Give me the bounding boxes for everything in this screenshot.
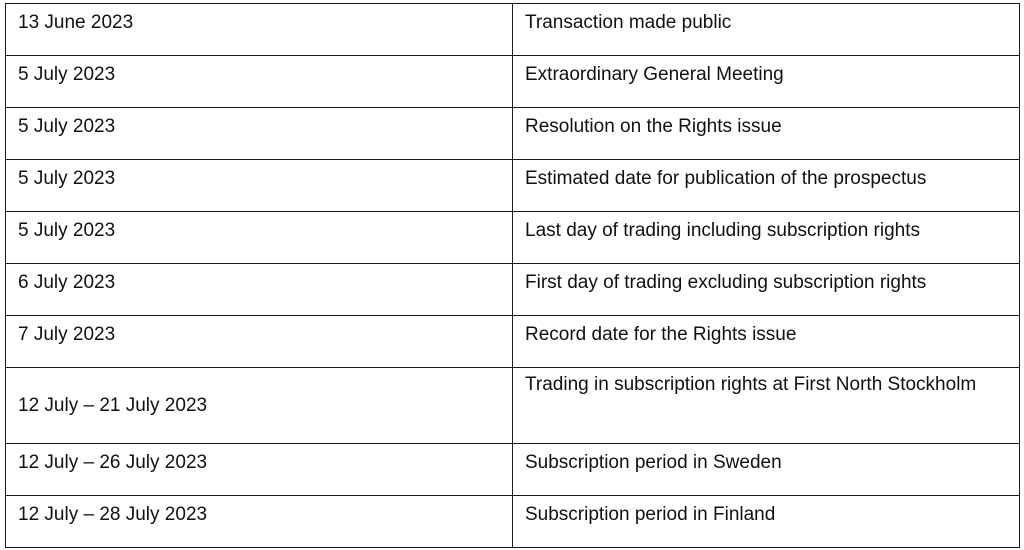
date-cell: 13 June 2023: [6, 4, 513, 56]
table-row: [6, 108, 1020, 160]
event-cell: First day of trading excluding subscription rights: [513, 264, 1020, 316]
table-row: [6, 160, 1020, 212]
date-cell: 12 July – 26 July 2023: [6, 444, 513, 496]
timetable: [5, 3, 1020, 548]
table-row: [6, 4, 1020, 56]
date-cell: 6 July 2023: [6, 264, 513, 316]
event-cell: Estimated date for publication of the prospectus: [513, 160, 1020, 212]
table-row: [6, 264, 1020, 316]
table-row: [6, 56, 1020, 108]
table-row: [6, 368, 1020, 444]
table-row: [6, 496, 1020, 548]
table-row: [6, 444, 1020, 496]
event-cell: Resolution on the Rights issue: [513, 108, 1020, 160]
event-cell: Trading in subscription rights at First North Stockholm: [513, 368, 1020, 444]
date-cell: 5 July 2023: [6, 160, 513, 212]
event-cell: Extraordinary General Meeting: [513, 56, 1020, 108]
event-cell: Last day of trading including subscription rights: [513, 212, 1020, 264]
date-cell: 5 July 2023: [6, 56, 513, 108]
date-cell: 5 July 2023: [6, 212, 513, 264]
event-cell: Transaction made public: [513, 4, 1020, 56]
date-cell: 7 July 2023: [6, 316, 513, 368]
table-row: [6, 212, 1020, 264]
event-cell: Record date for the Rights issue: [513, 316, 1020, 368]
event-cell: Subscription period in Sweden: [513, 444, 1020, 496]
date-cell: 12 July – 21 July 2023: [6, 368, 513, 444]
date-cell: 5 July 2023: [6, 108, 513, 160]
event-cell: Subscription period in Finland: [513, 496, 1020, 548]
date-cell: 12 July – 28 July 2023: [6, 496, 513, 548]
table-row: [6, 316, 1020, 368]
